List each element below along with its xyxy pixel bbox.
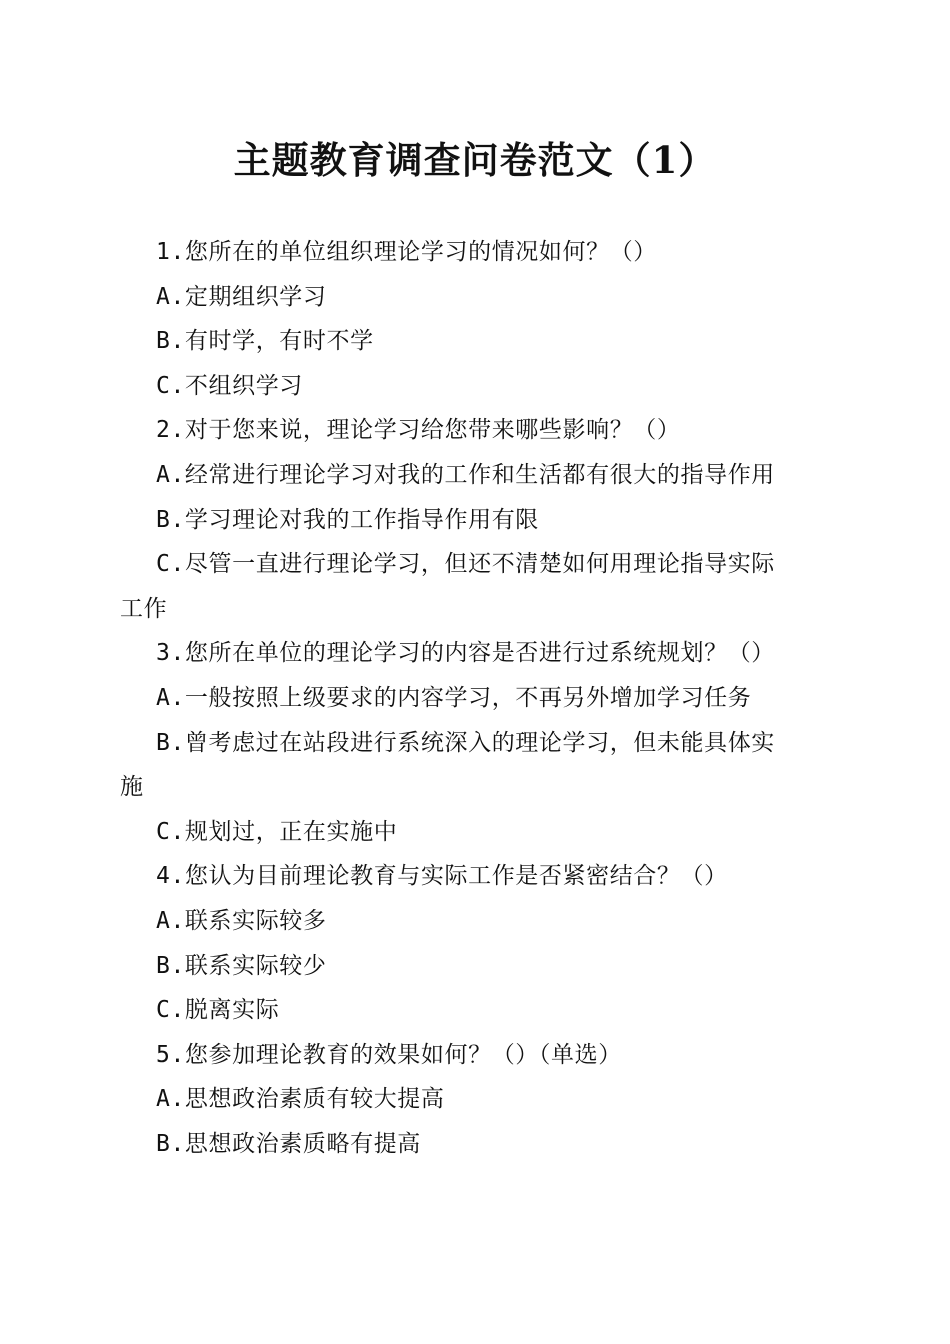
question-5-option-b: B.思想政治素质略有提高: [156, 1130, 421, 1157]
question-5: 5.您参加理论教育的效果如何？（）（单选）: [156, 1041, 622, 1068]
question-3-option-a: A.一般按照上级要求的内容学习，不再另外增加学习任务: [156, 684, 752, 711]
question-3-option-b: B.曾考虑过在站段进行系统深入的理论学习，但未能具体实: [156, 729, 775, 756]
question-2-option-c-continued: 工作: [120, 595, 168, 622]
question-3-option-c: C.规划过，正在实施中: [156, 818, 398, 845]
question-1: 1.您所在的单位组织理论学习的情况如何？（）: [156, 239, 657, 265]
question-3-option-b-continued: 施: [120, 774, 144, 801]
question-2: 2.对于您来说，理论学习给您带来哪些影响？（）: [156, 417, 681, 444]
question-2-option-b: B.学习理论对我的工作指导作用有限: [156, 506, 539, 533]
question-5-option-a: A.思想政治素质有较大提高: [156, 1086, 445, 1113]
question-2-option-a: A.经常进行理论学习对我的工作和生活都有很大的指导作用: [156, 461, 775, 488]
question-2-option-c: C.尽管一直进行理论学习，但还不清楚如何用理论指导实际: [156, 551, 775, 578]
question-4: 4.您认为目前理论教育与实际工作是否紧密结合？（）: [156, 863, 728, 890]
question-1-option-a: A.定期组织学习: [156, 283, 327, 310]
question-4-option-a: A.联系实际较多: [156, 907, 327, 934]
questionnaire-body: [120, 230, 832, 1166]
question-4-option-c: C.脱离实际: [156, 997, 280, 1024]
question-1-option-b: B.有时学，有时不学: [156, 328, 374, 355]
question-3: 3.您所在单位的理论学习的内容是否进行过系统规划？（）: [156, 640, 775, 667]
question-4-option-b: B.联系实际较少: [156, 952, 327, 979]
document-title: 主题教育调查问卷范文（1）: [233, 138, 717, 182]
question-1-option-c: C.不组织学习: [156, 372, 303, 399]
